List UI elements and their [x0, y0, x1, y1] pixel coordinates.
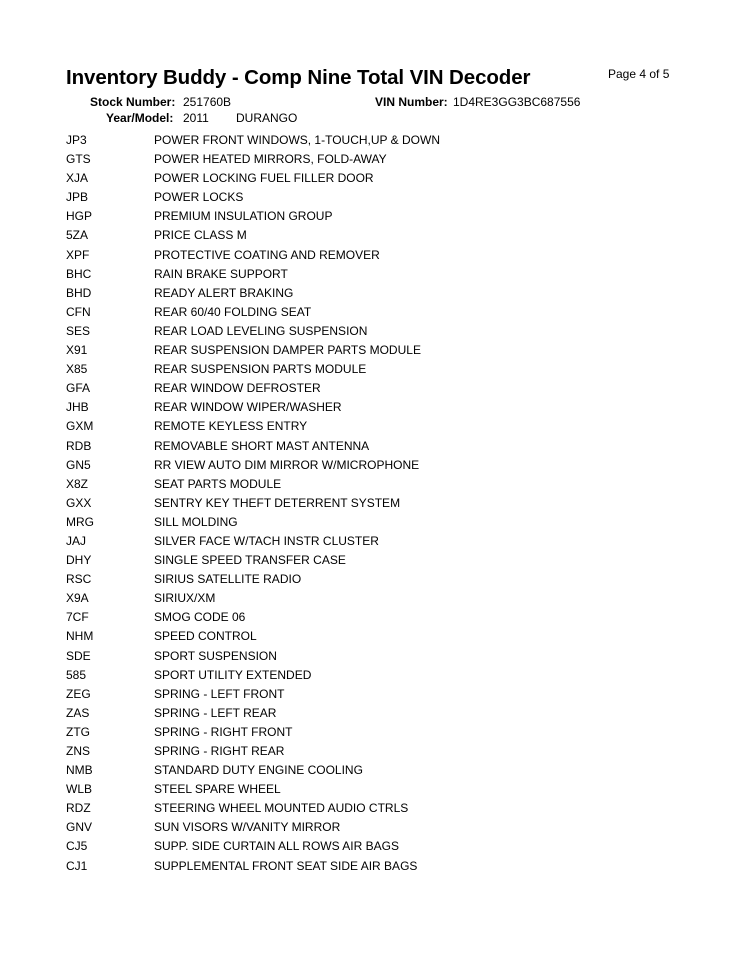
option-code: GXM	[66, 419, 94, 434]
option-row	[66, 782, 666, 801]
option-row	[66, 381, 666, 400]
option-description: SIRIUX/XM	[154, 591, 216, 606]
option-row	[66, 820, 666, 839]
option-row	[66, 286, 666, 305]
option-description: SPRING - RIGHT FRONT	[154, 724, 293, 739]
option-description: PROTECTIVE COATING AND REMOVER	[154, 247, 380, 262]
option-code: GN5	[66, 457, 91, 472]
option-code: MRG	[66, 514, 94, 529]
option-code: HGP	[66, 209, 93, 224]
option-code: JAJ	[66, 533, 87, 548]
option-code: 5ZA	[66, 228, 89, 243]
option-code: SES	[66, 323, 91, 338]
option-code: SDE	[66, 648, 91, 663]
option-description: SILVER FACE W/TACH INSTR CLUSTER	[154, 533, 379, 548]
option-description: REAR WINDOW DEFROSTER	[154, 381, 321, 396]
option-code: 585	[66, 667, 87, 682]
option-row	[66, 228, 666, 247]
option-code: GNV	[66, 820, 93, 835]
option-row	[66, 687, 666, 706]
option-row	[66, 324, 666, 343]
option-code: XPF	[66, 247, 90, 262]
option-description: RR VIEW AUTO DIM MIRROR W/MICROPHONE	[154, 457, 420, 472]
option-code: WLB	[66, 782, 93, 797]
option-row	[66, 439, 666, 458]
option-code: CFN	[66, 304, 91, 319]
option-code: GFA	[66, 381, 91, 396]
option-row	[66, 133, 666, 152]
option-row	[66, 400, 666, 419]
option-code: DHY	[66, 553, 92, 568]
option-description: SPRING - LEFT REAR	[154, 705, 277, 720]
option-row	[66, 572, 666, 591]
option-description: REMOTE KEYLESS ENTRY	[154, 419, 308, 434]
option-description: REAR LOAD LEVELING SUSPENSION	[154, 323, 368, 338]
option-row	[66, 209, 666, 228]
option-description: STEERING WHEEL MOUNTED AUDIO CTRLS	[154, 801, 409, 816]
option-code: RSC	[66, 572, 92, 587]
option-code: CJ5	[66, 839, 88, 854]
option-description: RAIN BRAKE SUPPORT	[154, 266, 288, 281]
option-code: RDB	[66, 438, 92, 453]
option-row	[66, 859, 666, 878]
option-row	[66, 190, 666, 209]
option-description: SPORT SUSPENSION	[154, 648, 277, 663]
option-description: SPRING - RIGHT REAR	[154, 744, 285, 758]
option-code-list	[66, 133, 666, 878]
option-row	[66, 152, 666, 171]
option-code: X9A	[66, 591, 89, 606]
option-description: SPEED CONTROL	[154, 629, 257, 644]
option-row	[66, 839, 666, 858]
option-description: REAR WINDOW WIPER/WASHER	[154, 400, 342, 415]
option-description: POWER LOCKING FUEL FILLER DOOR	[154, 171, 374, 186]
option-description: SENTRY KEY THEFT DETERRENT SYSTEM	[154, 495, 401, 510]
option-description: REMOVABLE SHORT MAST ANTENNA	[154, 438, 370, 453]
option-row	[66, 649, 666, 668]
option-row	[66, 744, 666, 763]
option-code: ZTG	[66, 724, 90, 739]
option-description: SEAT PARTS MODULE	[154, 476, 282, 491]
option-row	[66, 343, 666, 362]
option-row	[66, 458, 666, 477]
option-code: NMB	[66, 763, 93, 778]
option-row	[66, 534, 666, 553]
option-code: JP3	[66, 133, 87, 147]
option-code: BHC	[66, 266, 92, 281]
option-description: SILL MOLDING	[154, 514, 238, 529]
document-title: Inventory Buddy - Comp Nine Total VIN Decoder	[66, 66, 531, 89]
option-row	[66, 801, 666, 820]
option-description: REAR SUSPENSION PARTS MODULE	[154, 362, 367, 377]
option-row	[66, 515, 666, 534]
option-code: ZNS	[66, 744, 90, 758]
option-row	[66, 419, 666, 438]
option-description: POWER FRONT WINDOWS, 1-TOUCH,UP & DOWN	[154, 133, 441, 147]
option-description: SPORT UTILITY EXTENDED	[154, 667, 312, 682]
option-description: SUPPLEMENTAL FRONT SEAT SIDE AIR BAGS	[154, 858, 418, 873]
option-code: JPB	[66, 190, 89, 205]
option-row	[66, 763, 666, 782]
option-row	[66, 610, 666, 629]
option-row	[66, 171, 666, 190]
option-row	[66, 477, 666, 496]
option-code: X91	[66, 343, 88, 358]
option-code: CJ1	[66, 858, 88, 873]
option-description: SPRING - LEFT FRONT	[154, 686, 285, 701]
option-row	[66, 248, 666, 267]
option-description: SINGLE SPEED TRANSFER CASE	[154, 553, 346, 568]
page-number: Page 4 of 5	[608, 67, 670, 81]
option-code: RDZ	[66, 801, 91, 816]
option-code: BHD	[66, 285, 92, 300]
option-row	[66, 305, 666, 324]
option-description: REAR SUSPENSION DAMPER PARTS MODULE	[154, 343, 421, 358]
model-value: DURANGO	[236, 111, 298, 125]
option-code: 7CF	[66, 610, 89, 625]
option-description: SUPP. SIDE CURTAIN ALL ROWS AIR BAGS	[154, 839, 399, 854]
option-row	[66, 496, 666, 515]
option-code: GXX	[66, 495, 92, 510]
option-description: SIRIUS SATELLITE RADIO	[154, 572, 302, 587]
option-row	[66, 362, 666, 381]
stock-number-label: Stock Number:	[90, 95, 176, 109]
option-row	[66, 591, 666, 610]
option-description: STANDARD DUTY ENGINE COOLING	[154, 763, 363, 778]
option-description: READY ALERT BRAKING	[154, 285, 294, 300]
option-code: X85	[66, 362, 88, 377]
year-value: 2011	[183, 111, 209, 125]
option-description: PREMIUM INSULATION GROUP	[154, 209, 333, 224]
stock-number-value: 251760B	[183, 95, 232, 109]
option-description: REAR 60/40 FOLDING SEAT	[154, 304, 312, 319]
vin-number-label: VIN Number:	[375, 95, 448, 109]
vin-number-value: 1D4RE3GG3BC687556	[453, 95, 581, 109]
year-model-label: Year/Model:	[106, 111, 174, 125]
option-row	[66, 553, 666, 572]
option-description: SMOG CODE 06	[154, 610, 246, 625]
option-description: PRICE CLASS M	[154, 228, 247, 243]
option-description: POWER LOCKS	[154, 190, 244, 205]
option-code: JHB	[66, 400, 89, 415]
option-description: SUN VISORS W/VANITY MIRROR	[154, 820, 341, 835]
option-row	[66, 668, 666, 687]
option-code: X8Z	[66, 476, 89, 491]
option-description: POWER HEATED MIRRORS, FOLD-AWAY	[154, 152, 387, 167]
option-row	[66, 725, 666, 744]
option-row	[66, 267, 666, 286]
option-description: STEEL SPARE WHEEL	[154, 782, 281, 797]
option-code: GTS	[66, 152, 91, 167]
option-code: XJA	[66, 171, 89, 186]
option-row	[66, 706, 666, 725]
option-code: NHM	[66, 629, 94, 644]
option-code: ZEG	[66, 686, 91, 701]
option-code: ZAS	[66, 705, 90, 720]
option-row	[66, 629, 666, 648]
